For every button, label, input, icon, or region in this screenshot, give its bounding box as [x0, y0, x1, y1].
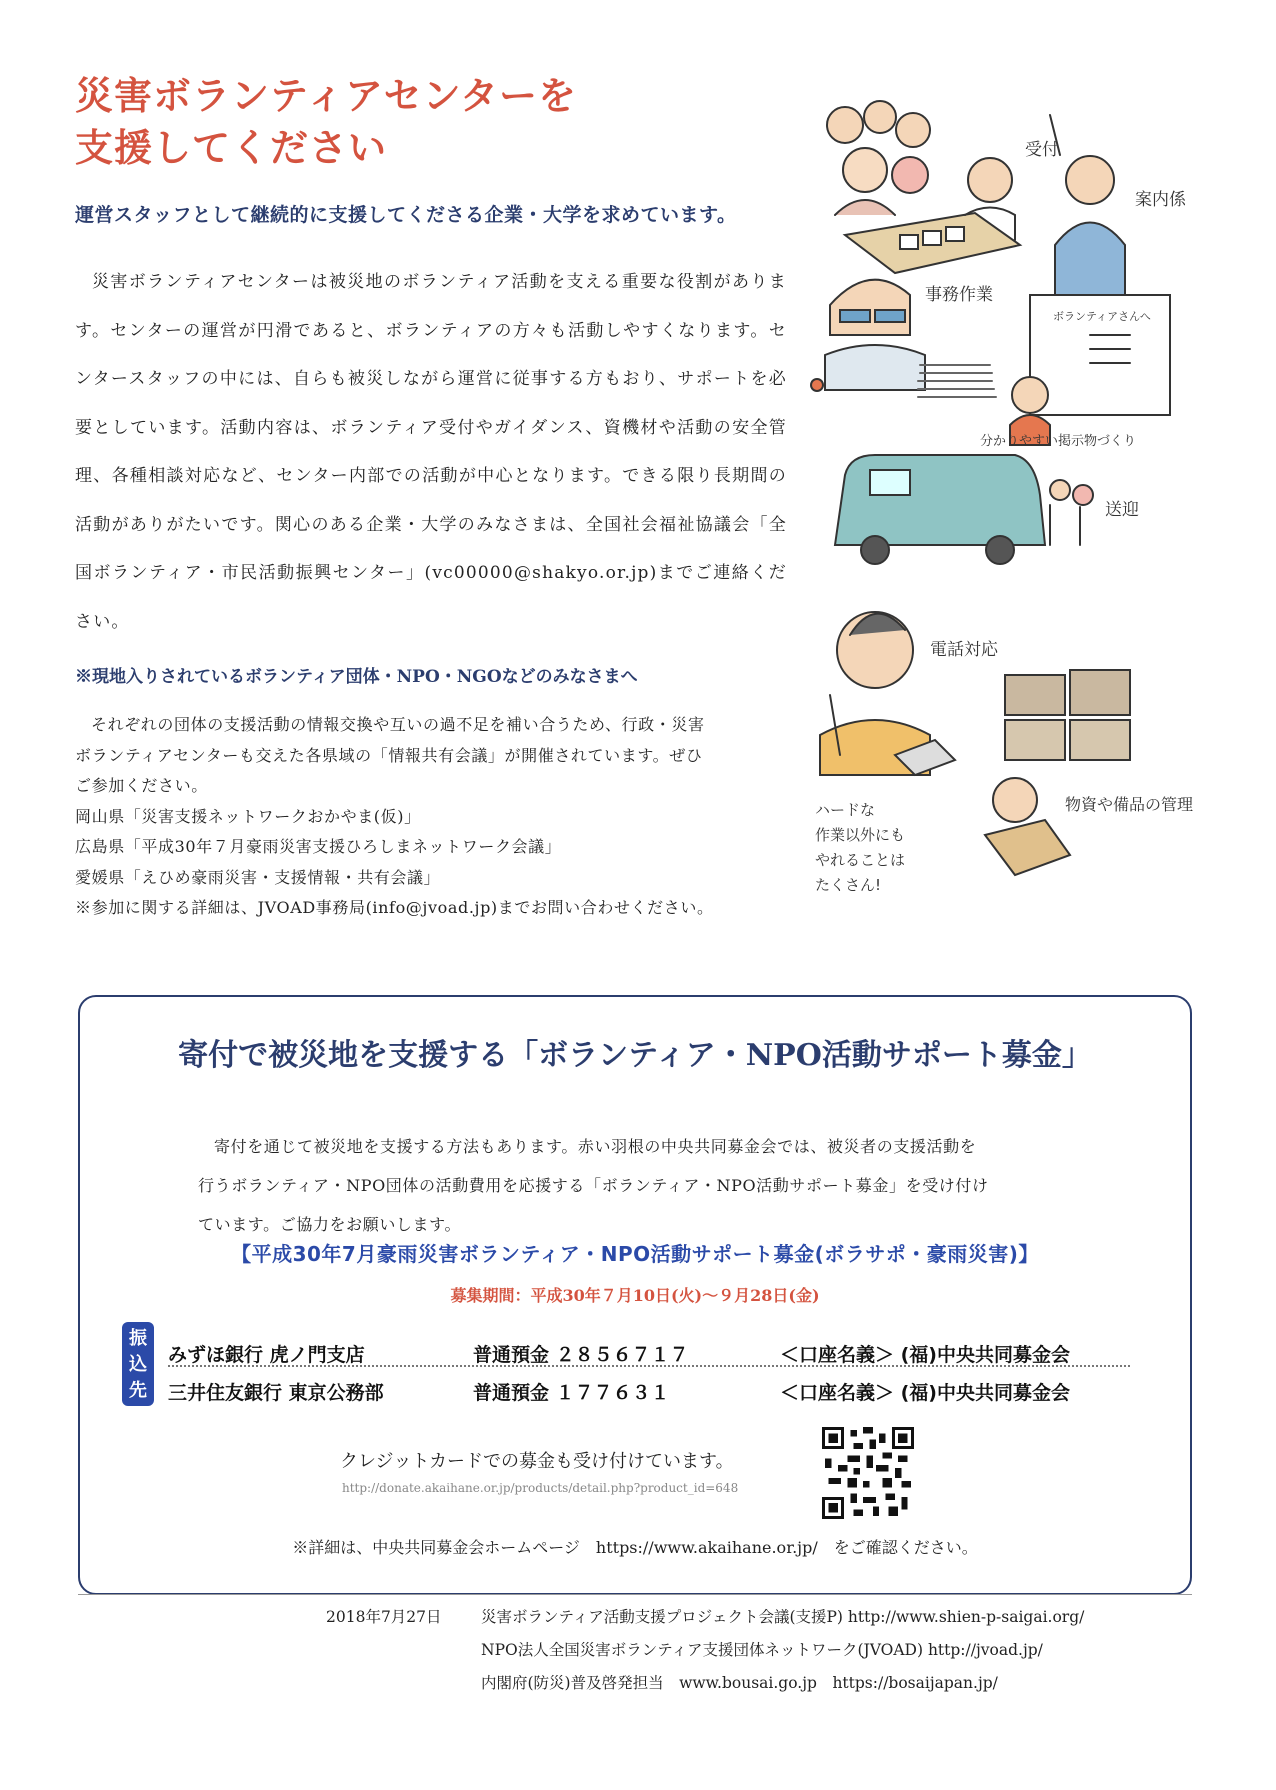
- note-line-4: たくさん!: [815, 876, 882, 894]
- footer-divider: [78, 1594, 1192, 1595]
- npo-line: ボランティアセンターも交えた各県域の「情報共有会議」が開催されています。ぜひ: [75, 745, 703, 765]
- bank-account: 普通預金 ２８５６７１７: [473, 1344, 689, 1366]
- footer-line: 災害ボランティア活動支援プロジェクト会議(支援P) http://www.shien-p-saigai.org/: [481, 1608, 1085, 1626]
- donation-title: 寄付で被災地を支援する「ボランティア・NPO活動サポート募金」: [178, 1038, 1092, 1073]
- npo-body: [75, 710, 795, 924]
- label-board: ボランティアさんへ: [1053, 310, 1151, 323]
- npo-line: ご参加ください。: [75, 776, 208, 795]
- detail-note: ※詳細は、中央共同募金会ホームページ https://www.akaihane.or.jp/ をご確認ください。: [292, 1538, 978, 1557]
- supplies-boxes-illustration: [985, 670, 1130, 875]
- fund-period: 募集期間：平成30年７月10日(火)～９月28日(金): [450, 1286, 820, 1305]
- npo-line: それぞれの団体の支援活動の情報交換や互いの過不足を補い合うため、行政・災害: [91, 715, 705, 734]
- bank-account: 普通預金 １７７６３１: [473, 1382, 670, 1404]
- title-line-2: 支援してください: [75, 125, 388, 170]
- subheading: 運営スタッフとして継続的に支援してくださる企業・大学を求めています。: [75, 204, 737, 226]
- donation-line: ています。ご協力をお願いします。: [198, 1215, 462, 1234]
- label-office: 事務作業: [925, 285, 993, 305]
- bank-divider: [168, 1365, 1130, 1367]
- note-line-1: ハードな: [815, 801, 876, 819]
- label-reception: 受付: [1025, 140, 1059, 160]
- qr-code[interactable]: [822, 1427, 914, 1519]
- label-sign: 分かりやすい掲示物づくり: [980, 434, 1137, 449]
- npo-line: 広島県「平成30年７月豪雨災害支援ひろしまネットワーク会議」: [75, 837, 562, 856]
- body-text: 災害ボランティアセンターは被災地のボランティア活動を支える重要な役割があります。センターの運営が円滑であると、ボランティアの方々も活動しやすくなります。センタースタッフの中には、自らも被災しながら運営に従事する方もおり、サポートを必要としています。活動内容は、ボランティア受付やガイダンス、資機材や活動の安全管理、各種相談対応など、センター内部での活動が中心となります。できる限り長期間の活動がありがたいです。関心のある企業・大学のみなさまは、全国社会福祉協議会「全国ボランティア・市民活動振興センター」(vc00000@shakyo.or.jp)までご連絡ください。: [75, 272, 787, 632]
- title-line-1: 災害ボランティアセンターを: [75, 73, 578, 118]
- donation-line: 寄付を通じて被災地を支援する方法もあります。赤い羽根の中央共同募金会では、被災者の支援活動を: [214, 1137, 977, 1156]
- donation-text: [198, 1127, 1078, 1244]
- label-goods: 物資や備品の管理: [1065, 795, 1194, 814]
- note-line-3: やれることは: [815, 851, 906, 869]
- van-illustration: [835, 455, 1093, 564]
- npo-heading: ※現地入りされているボランティア団体・NPO・NGOなどのみなさまへ: [75, 667, 638, 687]
- footer-date: 2018年7月27日: [326, 1608, 442, 1626]
- bank-holder: ＜口座名義＞ (福)中央共同募金会: [780, 1382, 1070, 1404]
- label-transport: 送迎: [1105, 500, 1139, 520]
- npo-line: 岡山県「災害支援ネットワークおかやま(仮)」: [75, 806, 421, 826]
- bank-name: みずほ銀行 虎ノ門支店: [168, 1344, 365, 1366]
- credit-card-url[interactable]: http://donate.akaihane.or.jp/products/detail.php?product_id=648: [342, 1481, 739, 1495]
- phone-operator-illustration: [820, 612, 955, 775]
- note-line-2: 作業以外にも: [815, 826, 906, 844]
- page-title: [75, 70, 577, 174]
- fund-title: 【平成30年7月豪雨災害ボランティア・NPO活動サポート募金(ボラサポ・豪雨災害)】: [231, 1242, 1039, 1266]
- footer-line: 内閣府(防災)普及啓発担当 www.bousai.go.jp https://bosaijapan.jp/: [481, 1674, 998, 1692]
- label-phone: 電話対応: [930, 640, 998, 660]
- label-guide: 案内係: [1135, 190, 1186, 210]
- crowd-illustration: [827, 101, 930, 215]
- volunteer-center-illustrations: [805, 95, 1225, 925]
- donation-line: 行うボランティア・NPO団体の活動費用を応援する「ボランティア・NPO活動サポート募金」を受け付け: [198, 1176, 989, 1195]
- credit-card-note: クレジットカードでの募金も受け付けています。: [340, 1451, 734, 1472]
- bank-name: 三井住友銀行 東京公務部: [168, 1382, 384, 1404]
- npo-line: 愛媛県「えひめ豪雨災害・支援情報・共有会議」: [75, 867, 441, 887]
- footer-line: NPO法人全国災害ボランティア支援団体ネットワーク(JVOAD) http://jvoad.jp/: [481, 1641, 1043, 1659]
- bank-holder: ＜口座名義＞ (福)中央共同募金会: [780, 1344, 1070, 1366]
- transfer-tag: 振込先: [122, 1322, 154, 1406]
- body-paragraph: [75, 258, 787, 646]
- guide-person-illustration: [1050, 115, 1125, 295]
- npo-line: ※参加に関する詳細は、JVOAD事務局(info@jvoad.jp)までお問い合わせください。: [75, 898, 714, 917]
